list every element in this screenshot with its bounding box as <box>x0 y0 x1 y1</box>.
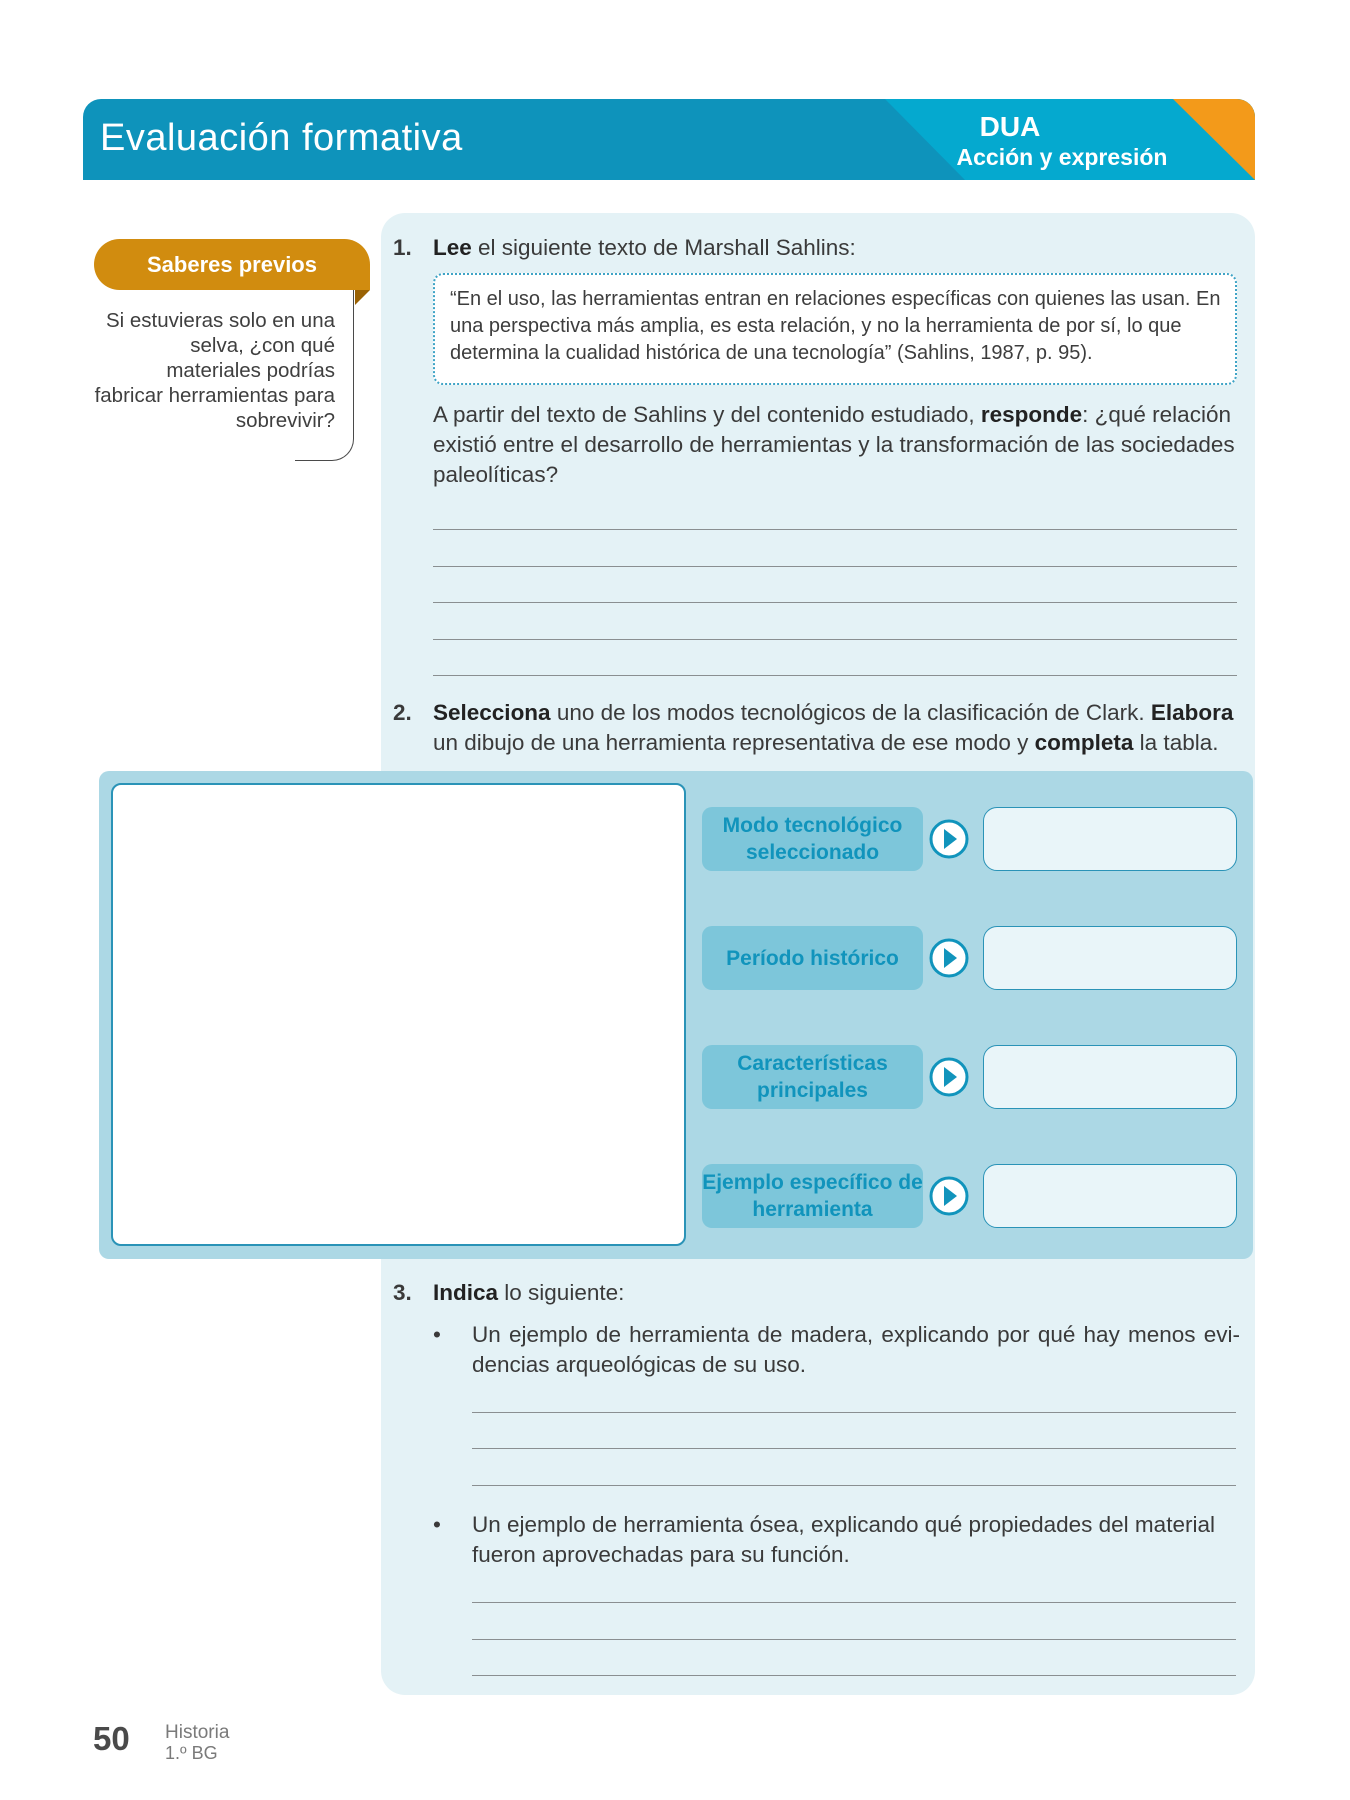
question-2-verb-select: Selecciona <box>433 700 551 725</box>
question-2-text-3: la tabla. <box>1133 730 1219 755</box>
question-1-text: el siguiente texto de Marshall Sahlins: <box>471 235 856 260</box>
question-2-verb-elabora: Elabora <box>1150 700 1234 725</box>
answer-line[interactable] <box>472 1412 1236 1413</box>
question-3-text: lo siguiente: <box>498 1280 625 1305</box>
page-title: Evaluación formativa <box>100 117 463 159</box>
question-1-prompt-verb: responde <box>980 402 1083 427</box>
row-label-caracteristicas: Características principales <box>702 1045 923 1109</box>
question-3-bullet-wood: Un ejemplo de herramienta de madera, explicando por qué hay menos evi-dencias arqueológicas de su uso. <box>472 1322 1240 1377</box>
question-2-number: 2. <box>393 700 412 725</box>
question-1-verb: Lee <box>433 235 472 260</box>
answer-line[interactable] <box>433 529 1237 530</box>
question-2-verb-completa: completa <box>1034 730 1134 755</box>
row-input-periodo[interactable] <box>983 926 1237 990</box>
saberes-tab-fold <box>355 290 370 305</box>
question-1-prompt-question: : ¿qué relación existió entre el desarrollo de herramientas y la transformación de las sociedades paleolíticas? <box>433 402 1235 487</box>
question-1-number: 1. <box>393 235 412 260</box>
question-1-prompt <box>433 400 1238 490</box>
row-input-caracteristicas[interactable] <box>983 1045 1237 1109</box>
answer-line[interactable] <box>472 1602 1236 1603</box>
row-input-ejemplo[interactable] <box>983 1164 1237 1228</box>
bullet-dot: • <box>433 1322 441 1347</box>
bullet-dot: • <box>433 1512 441 1537</box>
answer-line[interactable] <box>433 639 1237 640</box>
page-number: 50 <box>93 1720 130 1757</box>
footer-grade: 1.º BG <box>165 1743 218 1763</box>
row-input-modo[interactable] <box>983 807 1237 871</box>
dua-badge-subtitle: Acción y expresión <box>956 144 1168 170</box>
drawing-area[interactable] <box>111 783 686 1246</box>
answer-line[interactable] <box>433 602 1237 603</box>
saberes-previos-question: Si estuvieras solo en una selva, ¿con qué materiales podrías fabricar herramientas para sobrevivir? <box>94 309 335 432</box>
answer-line[interactable] <box>472 1639 1236 1640</box>
answer-line[interactable] <box>472 1675 1236 1676</box>
answer-line[interactable] <box>433 675 1237 676</box>
question-3-number: 3. <box>393 1280 412 1305</box>
answer-line[interactable] <box>472 1448 1236 1449</box>
question-2-text-2: un dibujo de una herramienta representativa de ese modo y <box>433 730 1035 755</box>
saberes-previos-tab: Saberes previos <box>94 239 370 290</box>
row-label-ejemplo: Ejemplo específico de herramienta <box>702 1164 923 1228</box>
arrow-right-icon <box>929 819 969 859</box>
arrow-right-icon <box>929 1057 969 1097</box>
arrow-right-icon <box>929 938 969 978</box>
arrow-right-icon <box>929 1176 969 1216</box>
section-header <box>83 99 1255 180</box>
sahlins-quote-box <box>433 273 1237 385</box>
row-label-modo: Modo tecnológico seleccionado <box>702 807 923 871</box>
answer-line[interactable] <box>472 1485 1236 1486</box>
answer-line[interactable] <box>433 566 1237 567</box>
question-1-prompt-text: A partir del texto de Sahlins y del contenido estudiado, <box>433 402 981 427</box>
question-3-bullet-bone: Un ejemplo de herramienta ósea, explicando qué propiedades del material fueron aprovechadas para su función. <box>472 1512 1215 1567</box>
question-2-text-1: uno de los modos tecnológicos de la clasificación de Clark. <box>550 700 1151 725</box>
row-label-periodo: Período histórico <box>702 926 923 990</box>
dua-badge-title: DUA <box>979 111 1041 142</box>
sahlins-quote: “En el uso, las herramientas entran en relaciones específicas con quienes las usan. En una perspectiva más amplia, es esta relación, y no la herramienta de por sí, lo que determina la cualidad histórica de una tecnología” (Sahlins, 1987, p. 95). <box>450 288 1221 364</box>
footer-subject: Historia <box>165 1722 230 1743</box>
question-3-verb: Indica <box>433 1280 499 1305</box>
